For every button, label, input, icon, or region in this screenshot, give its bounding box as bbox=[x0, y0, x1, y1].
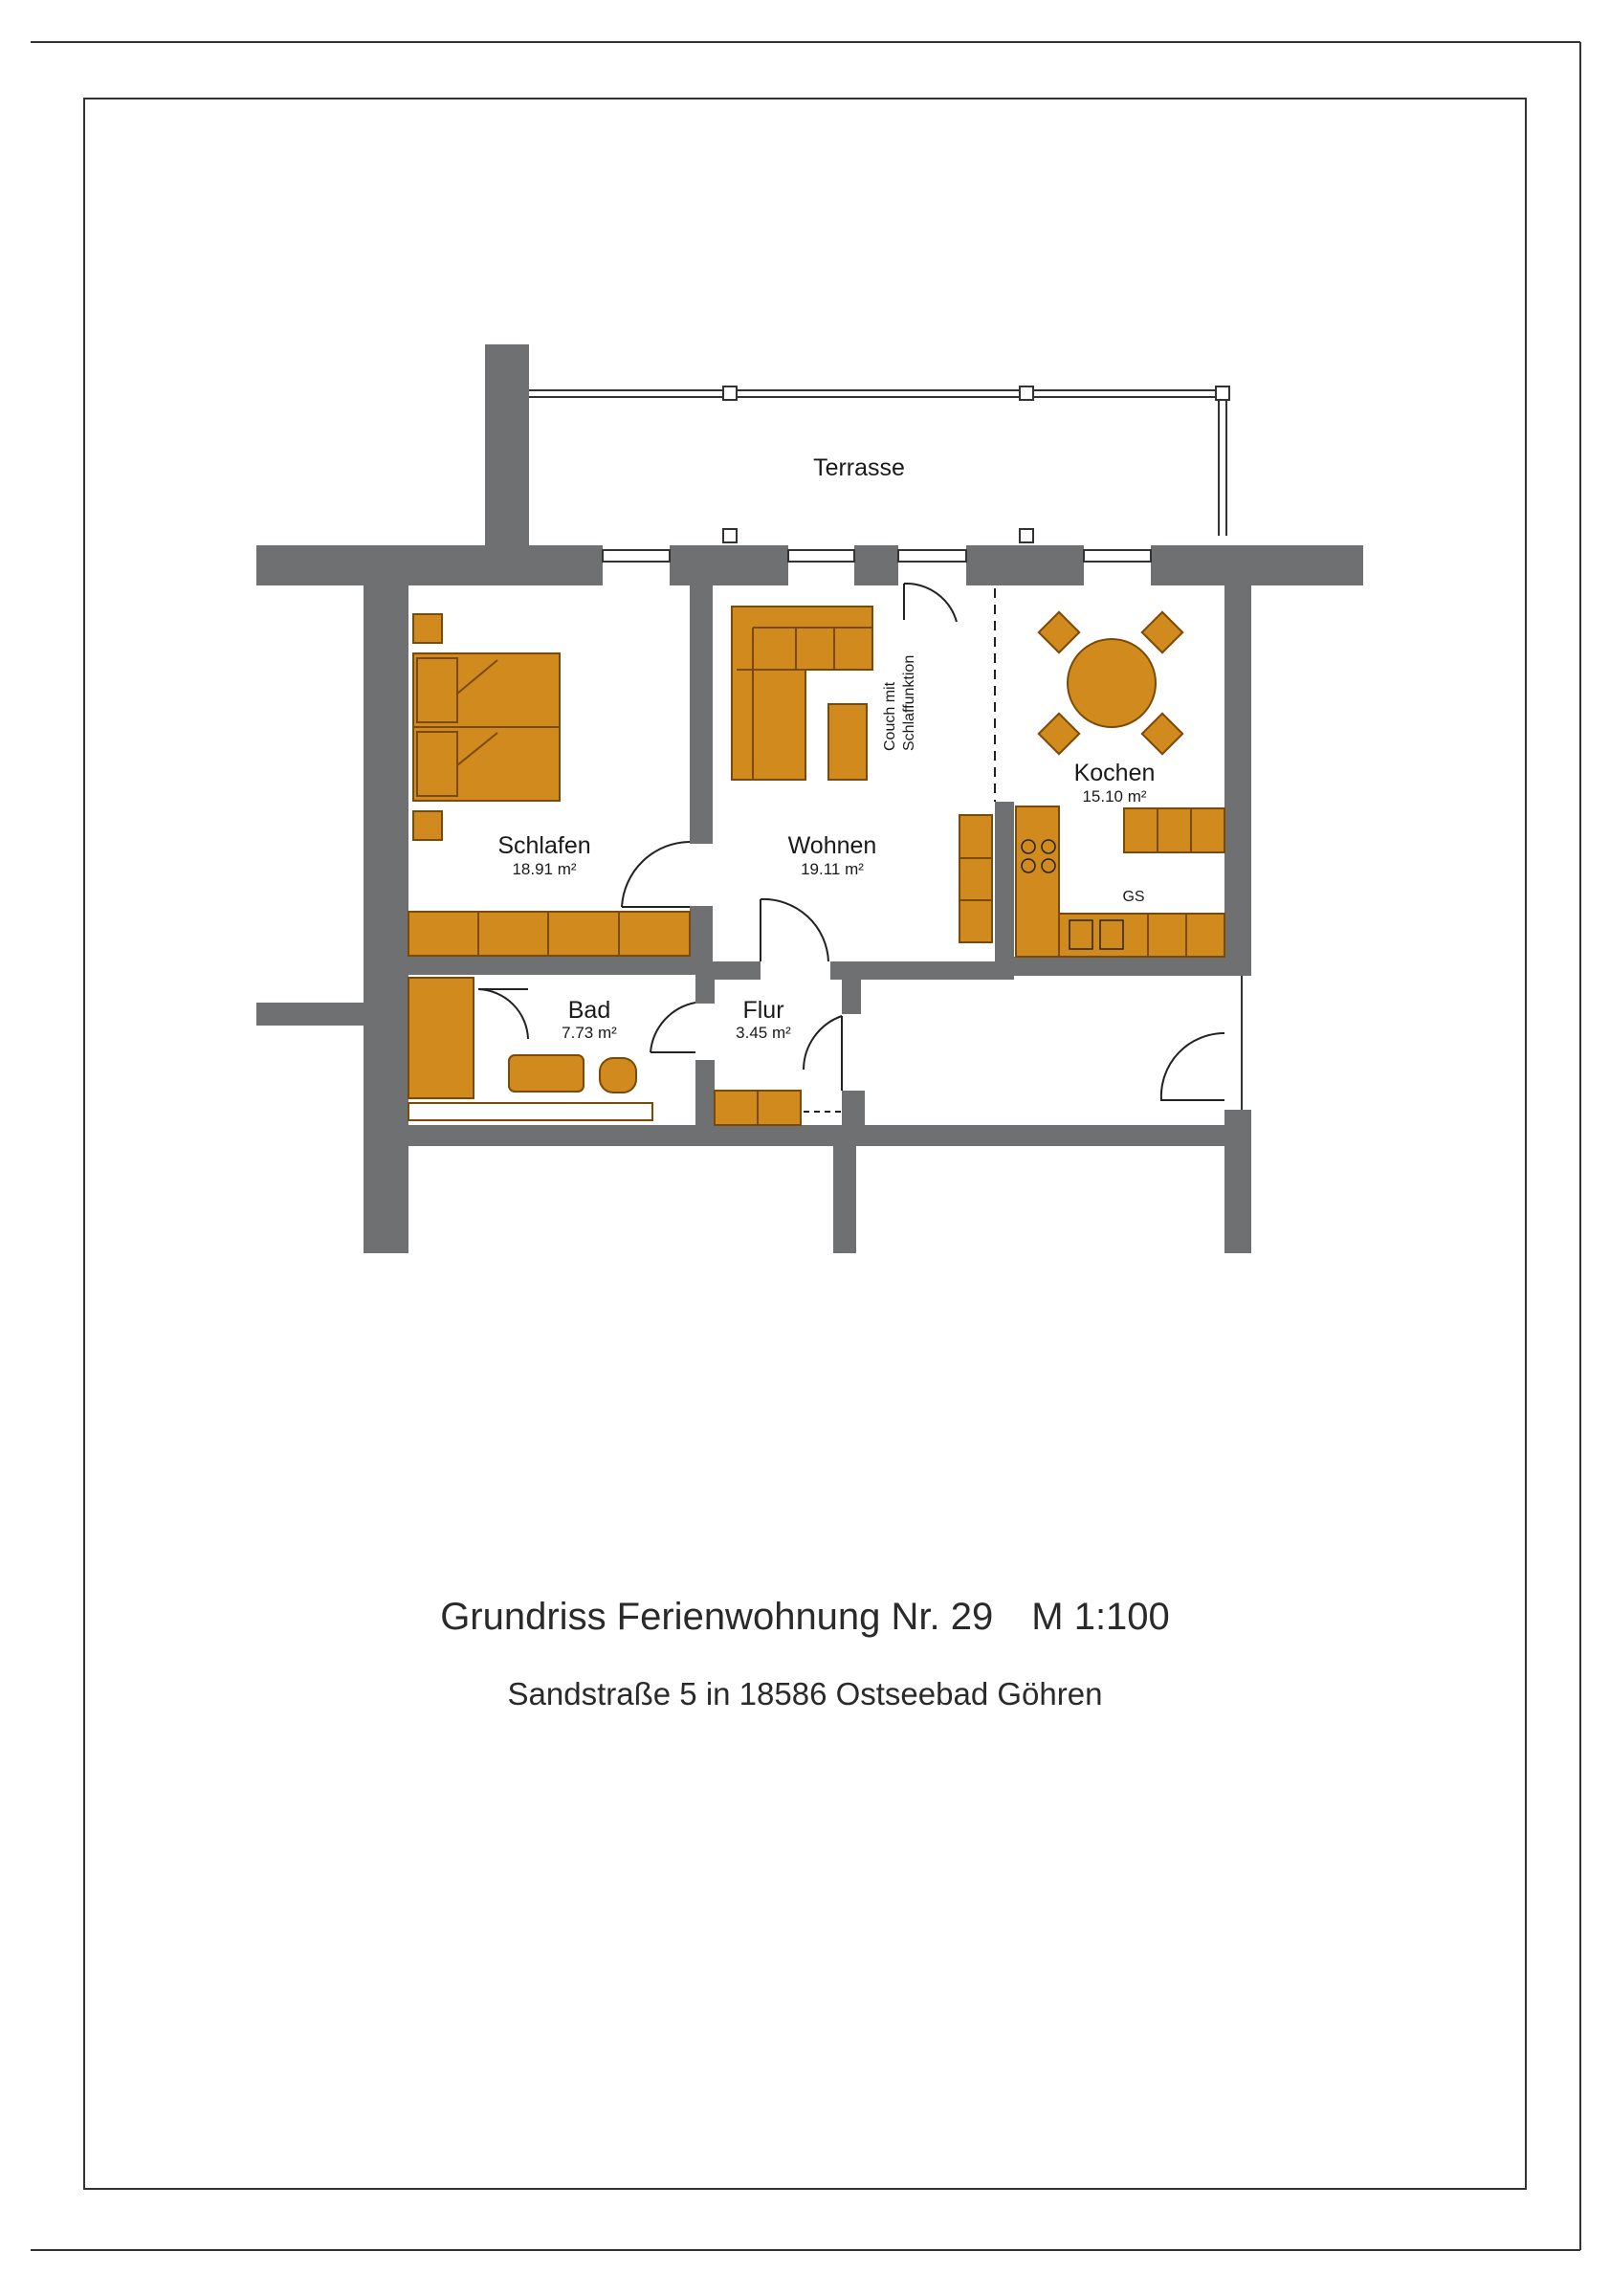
gs-label: GS bbox=[1122, 889, 1145, 905]
chair-ne bbox=[1142, 612, 1182, 652]
terrace-side-wall bbox=[485, 344, 529, 545]
toilet bbox=[600, 1058, 636, 1093]
left-wall bbox=[364, 574, 408, 1253]
lower-room-door bbox=[1161, 1033, 1224, 1100]
wall-flur-right-b bbox=[842, 1091, 865, 1129]
couch-note-line1: Couch mit bbox=[882, 681, 898, 751]
flur-wohnen-door bbox=[761, 899, 828, 961]
wall-flur-top-b bbox=[830, 961, 1014, 980]
room-label-terrasse: Terrasse bbox=[813, 454, 905, 481]
room-area-bad: 7.73 m² bbox=[562, 1024, 617, 1042]
bathtub bbox=[509, 1055, 584, 1092]
bedroom-door bbox=[622, 842, 690, 907]
room-area-wohnen: 19.11 m² bbox=[801, 860, 864, 878]
bad-door-left bbox=[478, 989, 528, 1039]
room-label-flur: Flur bbox=[742, 997, 784, 1024]
couch-note-line2: Schlaffunktion bbox=[901, 654, 917, 751]
kitchen-counter-left bbox=[1016, 806, 1059, 957]
wall-wohnen-kochen bbox=[995, 802, 1014, 962]
nightstand-top bbox=[413, 614, 442, 643]
room-label-kochen: Kochen bbox=[1073, 760, 1156, 786]
wall-bottom-right bbox=[833, 1125, 1251, 1146]
room-area-kochen: 15.10 m² bbox=[1082, 787, 1147, 806]
wall-flur-top-a bbox=[713, 961, 761, 980]
kitchen-counter-top bbox=[1124, 808, 1224, 852]
plan-scale: M 1:100 bbox=[1031, 1596, 1170, 1638]
left-stub-bottom bbox=[256, 1003, 364, 1026]
chair-nw bbox=[1039, 612, 1079, 652]
room-label-bad: Bad bbox=[567, 997, 611, 1024]
left-stub-top bbox=[256, 574, 364, 585]
top-wall-mid1 bbox=[670, 545, 788, 585]
wall-lower-right-partition bbox=[1224, 1146, 1251, 1253]
wall-kochen-bottom bbox=[995, 957, 1251, 976]
wall-bad-flur-a bbox=[695, 975, 715, 1004]
chair-se bbox=[1142, 714, 1182, 754]
top-wall-mid2 bbox=[854, 545, 898, 585]
chair-sw bbox=[1039, 714, 1079, 754]
wall-schlafen-wohnen-a bbox=[690, 574, 713, 844]
plan-address: Sandstraße 5 in 18586 Ostseebad Göhren bbox=[507, 1676, 1103, 1711]
coffee-table bbox=[828, 704, 867, 780]
washstand bbox=[408, 1103, 652, 1120]
room-label-wohnen: Wohnen bbox=[787, 832, 877, 859]
bad-door bbox=[651, 1003, 695, 1052]
top-wall-mid3 bbox=[966, 545, 1084, 585]
shower bbox=[408, 978, 474, 1098]
wall-flur-right-a bbox=[842, 978, 861, 1014]
wall-bad-flur-b bbox=[695, 1060, 715, 1129]
dining-table bbox=[1068, 639, 1156, 727]
room-area-flur: 3.45 m² bbox=[736, 1024, 791, 1042]
wall-bottom-left bbox=[408, 1125, 833, 1146]
room-label-schlafen: Schlafen bbox=[497, 832, 591, 859]
plan-caption-title bbox=[0, 1596, 1610, 1639]
plan-title: Grundriss Ferienwohnung Nr. 29 bbox=[440, 1596, 994, 1638]
wall-lower-left-partition bbox=[833, 1146, 856, 1253]
nightstand-bottom bbox=[413, 811, 442, 840]
right-wall-upper bbox=[1224, 574, 1251, 976]
room-area-schlafen: 18.91 m² bbox=[512, 860, 577, 878]
wall-bedroom-bottom bbox=[408, 957, 713, 975]
sideboard bbox=[959, 815, 992, 942]
flur-right-door bbox=[804, 1016, 842, 1091]
terrace-door bbox=[904, 584, 957, 622]
top-wall-right bbox=[1151, 545, 1363, 585]
